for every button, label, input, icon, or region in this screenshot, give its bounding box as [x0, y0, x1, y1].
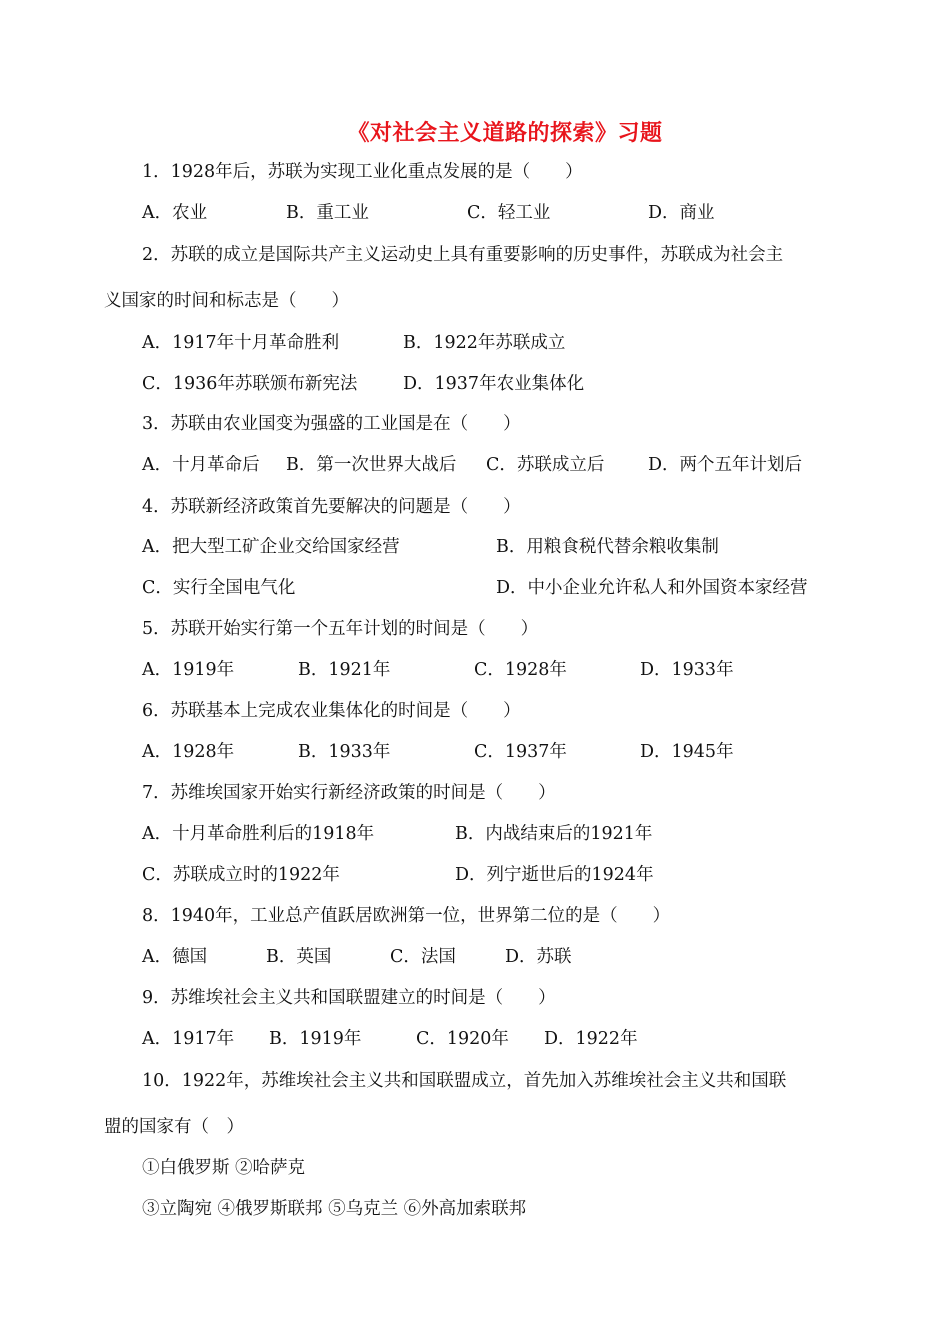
question-1-option-a: A．农业	[142, 203, 208, 223]
question-5-option-b: B．1921年	[298, 660, 391, 680]
question-8-option-b: B．英国	[266, 947, 332, 967]
question-2-option-b: B．1922年苏联成立	[403, 333, 566, 353]
question-5-stem: 5．苏联开始实行第一个五年计划的时间是（ ）	[142, 619, 539, 639]
question-5-option-c: C．1928年	[474, 660, 567, 680]
question-1-option-b: B．重工业	[286, 203, 369, 223]
question-1-option-d: D．商业	[648, 203, 715, 223]
question-6-option-a: A．1928年	[142, 742, 235, 762]
question-8-option-d: D．苏联	[505, 947, 572, 967]
question-4-option-b: B．用粮食税代替余粮收集制	[496, 537, 719, 557]
question-8-stem: 8．1940年，工业总产值跃居欧洲第一位，世界第二位的是（ ）	[142, 906, 671, 926]
question-4-option-c: C．实行全国电气化	[142, 578, 296, 598]
question-3-option-c: C．苏联成立后	[486, 455, 605, 475]
question-10-items-line2: ③立陶宛 ④俄罗斯联邦 ⑤乌克兰 ⑥外高加索联邦	[142, 1199, 527, 1219]
question-2-option-c: C．1936年苏联颁布新宪法	[142, 374, 358, 394]
question-6-option-b: B．1933年	[298, 742, 391, 762]
question-7-option-c: C．苏联成立时的1922年	[142, 865, 340, 885]
question-7-option-a: A．十月革命胜利后的1918年	[142, 824, 375, 844]
question-8-option-c: C．法国	[390, 947, 456, 967]
question-6-option-c: C．1937年	[474, 742, 567, 762]
question-5-option-d: D．1933年	[640, 660, 734, 680]
question-2-option-d: D．1937年农业集体化	[403, 374, 585, 394]
question-7-stem: 7．苏维埃国家开始实行新经济政策的时间是（ ）	[142, 783, 556, 803]
question-9-stem: 9．苏维埃社会主义共和国联盟建立的时间是（ ）	[142, 988, 556, 1008]
question-6-option-d: D．1945年	[640, 742, 734, 762]
question-9-option-b: B．1919年	[269, 1029, 362, 1049]
question-9-option-c: C．1920年	[416, 1029, 509, 1049]
question-2-stem-line2: 义国家的时间和标志是（ ）	[104, 291, 349, 311]
question-4-stem: 4．苏联新经济政策首先要解决的问题是（ ）	[142, 497, 521, 517]
question-7-option-d: D．列宁逝世后的1924年	[455, 865, 654, 885]
question-2-stem-line1: 2．苏联的成立是国际共产主义运动史上具有重要影响的历史事件，苏联成为社会主	[142, 245, 784, 265]
question-7-option-b: B．内战结束后的1921年	[455, 824, 653, 844]
question-3-stem: 3．苏联由农业国变为强盛的工业国是在（ ）	[142, 414, 521, 434]
question-10-items-line1: ①白俄罗斯 ②哈萨克	[142, 1158, 306, 1178]
question-4-option-d: D．中小企业允许私人和外国资本家经营	[496, 578, 808, 598]
page-title: 《对社会主义道路的探索》习题	[347, 120, 663, 146]
question-10-stem-line2: 盟的国家有（ ）	[104, 1117, 244, 1137]
question-1-stem: 1．1928年后，苏联为实现工业化重点发展的是（ ）	[142, 162, 583, 182]
question-3-option-a: A．十月革命后	[142, 455, 260, 475]
question-9-option-d: D．1922年	[544, 1029, 638, 1049]
question-2-option-a: A．1917年十月革命胜利	[142, 333, 340, 353]
question-3-option-b: B．第一次世界大战后	[286, 455, 457, 475]
question-9-option-a: A．1917年	[142, 1029, 235, 1049]
question-6-stem: 6．苏联基本上完成农业集体化的时间是（ ）	[142, 701, 521, 721]
question-8-option-a: A．德国	[142, 947, 208, 967]
question-3-option-d: D．两个五年计划后	[648, 455, 803, 475]
question-5-option-a: A．1919年	[142, 660, 235, 680]
question-1-option-c: C．轻工业	[467, 203, 551, 223]
question-10-stem-line1: 10．1922年，苏维埃社会主义共和国联盟成立，首先加入苏维埃社会主义共和国联	[142, 1071, 787, 1091]
question-4-option-a: A．把大型工矿企业交给国家经营	[142, 537, 400, 557]
